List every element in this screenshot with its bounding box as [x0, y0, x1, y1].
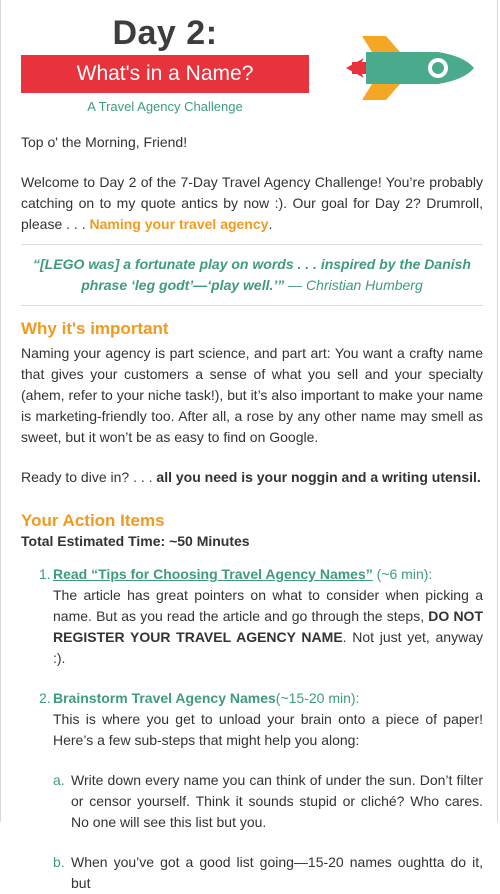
greeting: Top o' the Morning, Friend!: [21, 134, 188, 150]
item-time: (~15-20 min):: [275, 690, 360, 706]
rocket-icon: [342, 32, 476, 104]
item-number: 1.: [39, 566, 51, 582]
ready-paragraph: [21, 467, 483, 488]
email-body: [21, 124, 483, 894]
item-time: (~6 min):: [372, 566, 433, 582]
ready-text: Ready to dive in? . . .: [21, 469, 157, 485]
sub-text: Write down every name you can think of under the sun. Don’t filter or censor yourself. Think it sounds stupid or cliché? Who cares. No one will see this list but you.: [71, 772, 483, 830]
item-number: 2.: [39, 690, 51, 706]
item-body-text: The article has great pointers on what to consider when picking a name. But as you read the article and go through the steps,: [53, 587, 483, 624]
total-time: Total Estimated Time: ~50 Minutes: [21, 533, 250, 549]
item-body: [53, 585, 483, 669]
day-title: Day 2:: [112, 14, 218, 52]
intro-highlight: Naming your travel agency: [89, 216, 269, 232]
read-tips-link[interactable]: Read “Tips for Choosing Travel Agency Names”: [53, 566, 373, 582]
ready-bold: all you need is your noggin and a writing utensil.: [156, 469, 481, 485]
header: [0, 0, 500, 126]
action-item-2: [21, 688, 483, 751]
brainstorm-title: Brainstorm Travel Agency Names: [53, 690, 276, 706]
why-body: Naming your agency is part science, and part art: You want a crafty name that gives your customers a sense of what you sell and your specialty (ahem, refer to your niche task!), but it’s also important to make your name is marketing-friendly too. After all, a rose by any other name may smell as sweet, but it won’t be as easy to find on Google.: [21, 345, 483, 445]
actions-heading: Your Action Items: [21, 511, 165, 530]
item-body-bold: DO NOT REGISTER YOUR TRAVEL AGENCY NAME: [53, 608, 483, 645]
title-banner: What's in a Name?: [21, 55, 309, 93]
action-item-1: [21, 564, 483, 669]
sub-letter: a.: [53, 772, 65, 788]
sub-item-b: [21, 852, 483, 894]
intro-paragraph: [21, 172, 483, 235]
tagline: A Travel Agency Challenge: [87, 99, 243, 114]
quote-block: [21, 244, 483, 306]
quote-author: — Christian Humberg: [284, 277, 423, 293]
action-list: [21, 564, 483, 894]
why-heading: Why it's important: [21, 319, 169, 338]
sub-text: When you’ve got a good list going—15-20 names oughtta do it, but: [71, 854, 483, 891]
item-body: This is where you get to unload your brain onto a piece of paper! Here’s a few sub-steps that might help you along:: [53, 711, 483, 748]
intro-text: Welcome to Day 2 of the 7-Day Travel Agency Challenge! You’re probably catching on to my quote antics by now :). Our goal for Day 2? Drumroll, please . . .: [21, 174, 483, 232]
intro-end: .: [268, 216, 273, 232]
sub-item-a: [21, 770, 483, 833]
quote-text: “[LEGO was] a fortunate play on words . . . inspired by the Danish phrase ‘leg godt’—‘play well.’”: [33, 256, 471, 293]
item-body-end: . Not just yet, anyway :).: [53, 629, 483, 666]
sub-letter: b.: [53, 854, 65, 870]
